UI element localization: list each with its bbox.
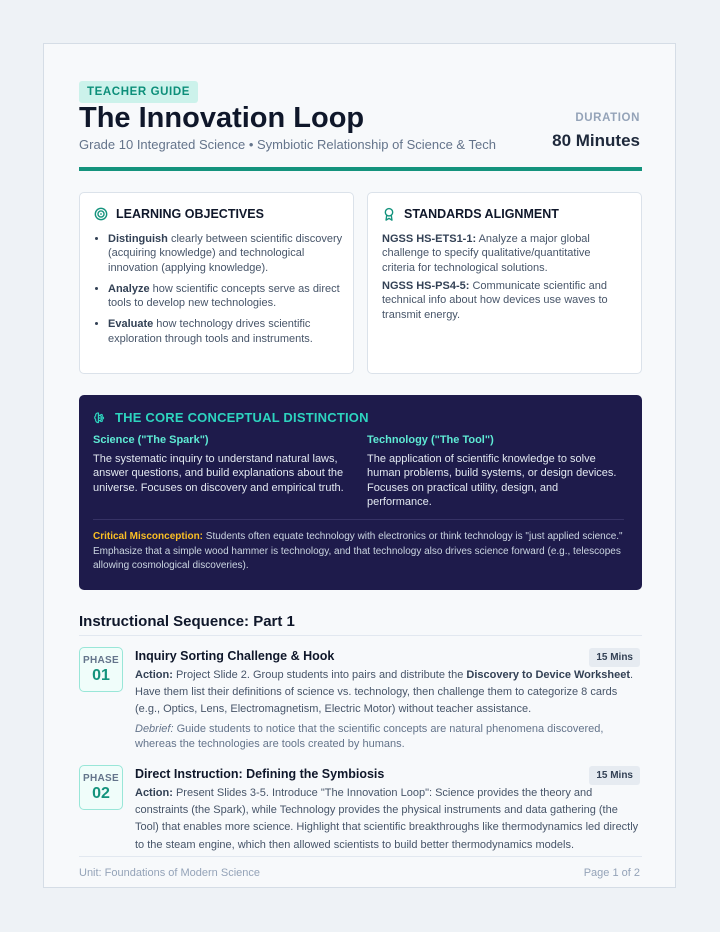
page-title: The Innovation Loop xyxy=(79,102,365,134)
phase-number: 02 xyxy=(92,785,110,802)
objective-item xyxy=(108,232,348,275)
standards-alignment-heading: STANDARDS ALIGNMENT xyxy=(404,207,559,221)
action-text: Project Slide 2. Group students into pairs and distribute the xyxy=(172,669,467,681)
phase-badge xyxy=(79,765,123,810)
technology-definition: The application of scientific knowledge to solve human problems, build systems, or design devices. Focuses on practical utility, design, and performance. xyxy=(367,453,617,509)
learning-objectives-header xyxy=(94,207,264,221)
core-distinction-header xyxy=(93,410,369,425)
award-icon xyxy=(382,207,396,221)
duration-label: DURATION xyxy=(575,112,640,124)
brain-icon xyxy=(93,411,107,425)
worksheet-name: Discovery to Device Worksheet xyxy=(466,669,631,681)
core-divider xyxy=(93,519,624,520)
sequence-divider xyxy=(79,635,642,636)
debrief-label: Debrief: xyxy=(135,723,174,735)
standard-code: NGSS HS-PS4-5: xyxy=(382,280,470,292)
phase-label: PHASE xyxy=(83,655,119,666)
phase-label: PHASE xyxy=(83,773,119,784)
phase-number: 01 xyxy=(92,667,110,684)
objective-item xyxy=(108,317,348,346)
standard-text: Communicate scientific and technical info about how devices use waves to transmit energy. xyxy=(382,280,608,321)
core-distinction-heading: THE CORE CONCEPTUAL DISTINCTION xyxy=(115,410,369,425)
standard-text: Analyze a major global challenge to specify qualitative/quantitative criteria for technological solutions. xyxy=(382,233,591,274)
learning-objectives-heading: LEARNING OBJECTIVES xyxy=(116,207,264,221)
objective-text: how technology drives scientific exploration through tools and instruments. xyxy=(108,318,313,345)
misconception-text: Students often equate technology with electronics or think technology is "just applied science." Emphasize that a simple wood hammer is technology, and that technology also drives science forward (e.g., telescopes allowing cosmological discoveries). xyxy=(93,531,623,572)
phase-action xyxy=(135,785,641,854)
objective-text: how scientific concepts serve as direct tools to develop new technologies. xyxy=(108,282,340,310)
standard-item xyxy=(382,279,622,322)
standard-code: NGSS HS-ETS1-1: xyxy=(382,233,477,245)
duration-value: 80 Minutes xyxy=(552,131,640,150)
phase-badge xyxy=(79,647,123,692)
phase-duration-badge: 15 Mins xyxy=(589,648,640,667)
standard-item xyxy=(382,232,622,275)
standards-alignment-header xyxy=(382,207,559,221)
phase-title: Inquiry Sorting Challenge & Hook xyxy=(135,649,335,663)
objectives-list xyxy=(94,232,348,353)
objective-verb: Evaluate xyxy=(108,318,154,331)
header-divider xyxy=(79,167,642,171)
page-subtitle: Grade 10 Integrated Science • Symbiotic Relationship of Science & Tech xyxy=(79,137,496,152)
teacher-guide-page xyxy=(43,43,676,888)
phase-debrief xyxy=(135,722,641,752)
action-text: . Have them list their definitions of science vs. technology, then challenge them to categorize 8 cards (e.g., Optics, Lens, Electromagnetism, Electric Motor) without teacher assistance. xyxy=(135,669,634,716)
science-definition: The systematic inquiry to understand natural laws, answer questions, and build explanations about the universe. Focuses on discovery and empirical truth. xyxy=(93,453,344,494)
learning-objectives-card xyxy=(79,192,354,374)
objective-text: clearly between scientific discovery (acquiring knowledge) and technological innovation (applying knowledge). xyxy=(108,233,343,274)
science-title: Science ("The Spark") xyxy=(93,434,209,446)
technology-title: Technology ("The Tool") xyxy=(367,434,494,446)
objective-verb: Analyze xyxy=(108,282,150,295)
core-distinction-panel xyxy=(79,395,642,590)
misconception-label: Critical Misconception: xyxy=(93,531,204,542)
objective-verb: Distinguish xyxy=(108,233,168,245)
teacher-guide-tag: TEACHER GUIDE xyxy=(79,81,198,103)
phase-duration-badge: 15 Mins xyxy=(589,766,640,785)
phase-title: Direct Instruction: Defining the Symbiosis xyxy=(135,767,385,781)
sequence-heading: Instructional Sequence: Part 1 xyxy=(79,613,295,630)
footer-page-number: Page 1 of 2 xyxy=(583,867,640,879)
footer-divider xyxy=(79,856,642,857)
phase-action xyxy=(135,667,641,719)
debrief-text: Guide students to notice that the scientific concepts are natural phenomena discovered, whereas the technologies are tools created by humans. xyxy=(135,723,604,750)
action-text: Present Slides 3-5. Introduce "The Innovation Loop": Science provides the theory and constraints (the Spark), while Technology provides the physical instruments and data gathering (the Tool) that enables more science. Highlight that scientific breakthroughs like thermodynamics led directly to the steam engine, which then allowed scientists to build better thermodynamics models. xyxy=(135,787,639,851)
footer-unit: Unit: Foundations of Modern Science xyxy=(79,867,260,879)
target-icon xyxy=(94,207,108,221)
action-label: Action: xyxy=(135,787,173,799)
action-label: Action: xyxy=(135,669,173,681)
objective-item xyxy=(108,282,348,311)
standards-alignment-card xyxy=(367,192,642,374)
misconception-note xyxy=(93,530,625,574)
